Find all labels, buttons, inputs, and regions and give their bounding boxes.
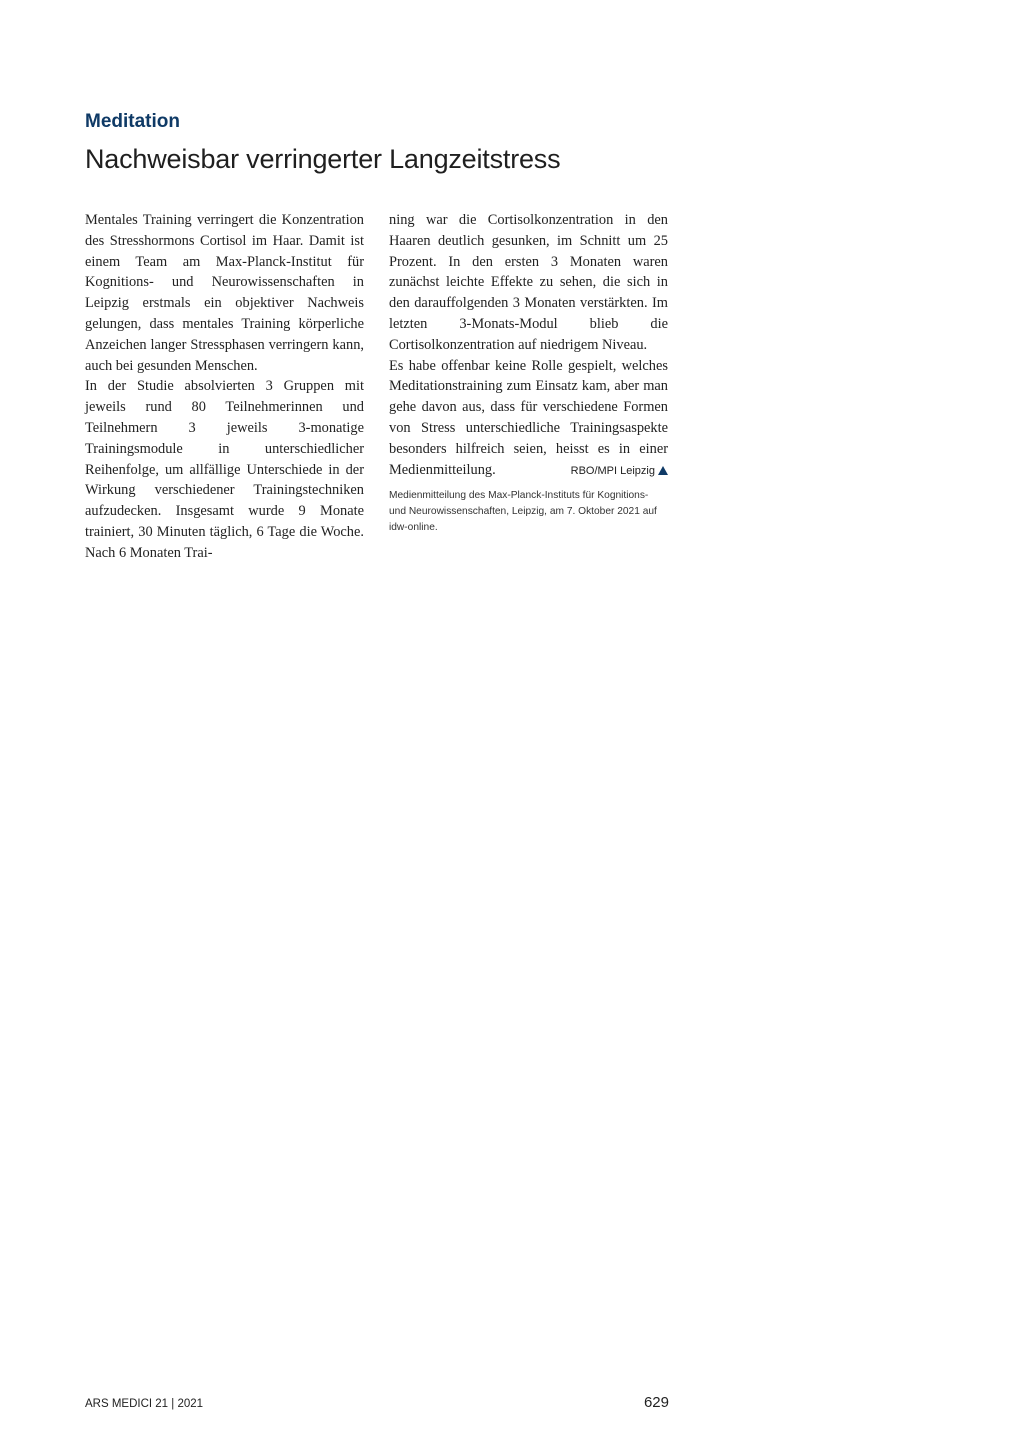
article-headline: Nachweisbar verringerter Langzeitstress [85,144,561,174]
author-credit [571,461,668,482]
body-paragraph: Mentales Training verringert die Konzentration des Stresshormons Cortisol im Haar. Damit ist einem Team am Max-Planck-Institut für Kognitions- und Neurowissenschaften in Leipzig erstmals ein objektiver Nachweis gelungen, dass mentales Training körperliche Anzeichen langer Stressphasen verringern kann, auch bei gesunden Menschen. [85,212,364,374]
body-paragraph: ning war die Cortisolkonzentration in den Haaren deutlich gesunken, im Schnitt um 25 Prozent. In den ersten 3 Monaten waren zunächst leichte Effekte zu sehen, die sich in den darauffolgenden 3 Monaten verstärkten. Im letzten 3-Monats-Modul blieb die Cortisolkonzentration auf niedrigem Niveau. [389,212,668,353]
footer-page-number: 629 [643,1394,669,1411]
body-paragraph-text: Es habe offenbar keine Rolle gespielt, welches Meditationstraining zum Einsatz kam, aber man gehe davon aus, dass für verschiedene Formen von Stress unterschiedliche Trainingsaspekte besonders hilfreich seien, heisst es in einer Medienmitteilung. [389,357,668,478]
body-paragraph: In der Studie absolvierten 3 Gruppen mit jeweils rund 80 Teilnehmerinnen und Teilnehmern 3 jeweils 3-monatige Trainingsmodule in unterschiedlicher Reihenfolge, um allfällige Unterschiede in der Wirkung verschiedener Trainingstechniken aufzudecken. Insgesamt wurde 9 Monate trainiert, 30 Minuten täglich, 6 Tage die Woche. Nach 6 Monaten Trai- [85,378,364,561]
article-column-left [85,210,364,564]
footer-journal: ARS MEDICI 21 | 2021 [85,1398,204,1410]
body-paragraph [389,356,668,481]
triangle-icon [658,466,668,475]
article-kicker: Meditation [85,111,180,132]
source-note: Medienmitteilung des Max-Planck-Instituts für Kognitions- und Neurowissenschaften, Leipzig, am 7. Oktober 2021 auf idw-online. [389,490,657,533]
article-column-right [389,210,668,535]
author-name: RBO/MPI Leipzig [570,464,655,477]
